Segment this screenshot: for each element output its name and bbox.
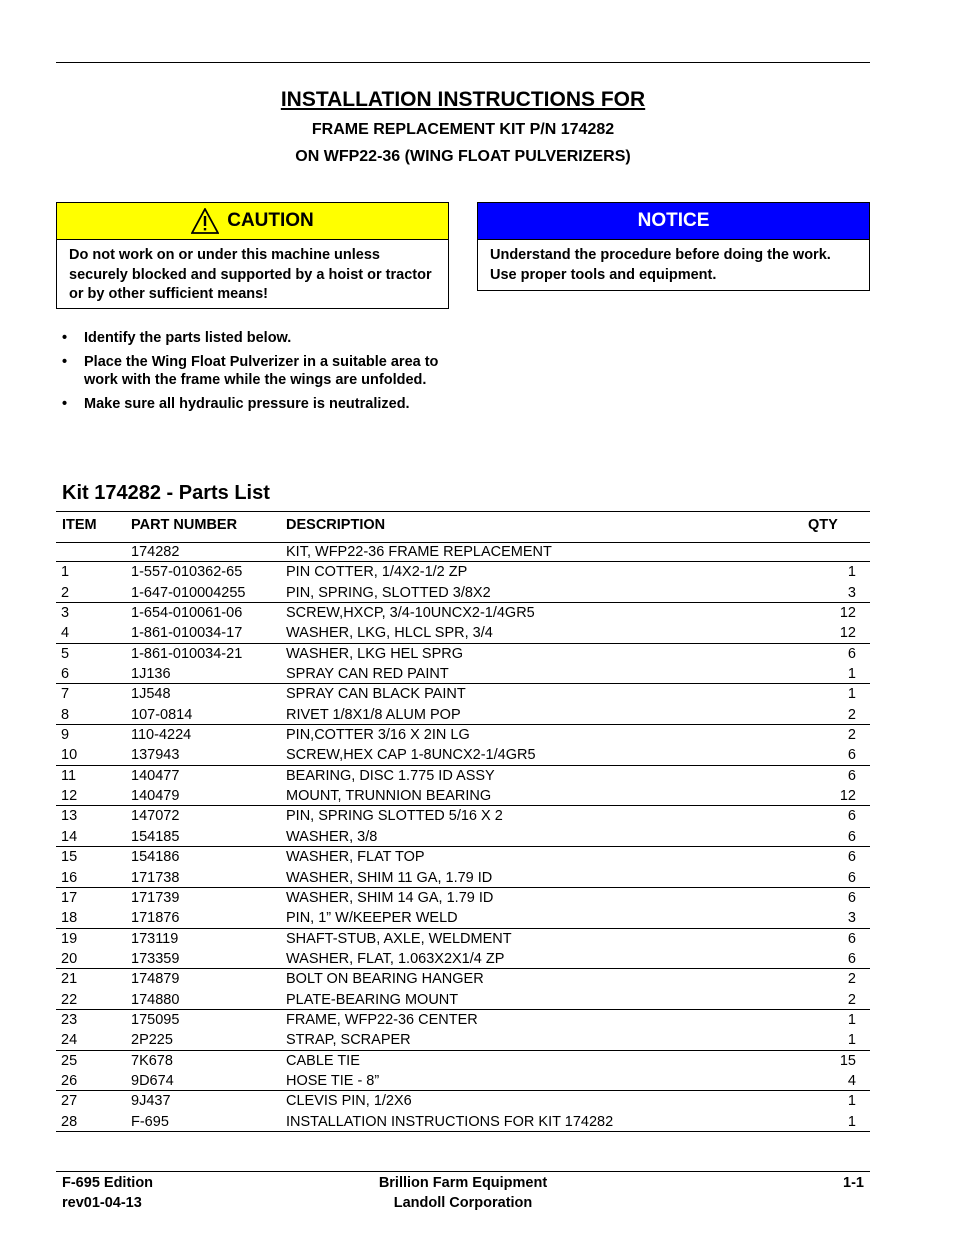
item-cell: 22	[61, 991, 78, 1008]
table-row	[56, 562, 870, 582]
page-subtitle-model: ON WFP22-36 (WING FLOAT PULVERIZERS)	[295, 148, 631, 165]
table-row	[56, 664, 870, 684]
item-cell: 27	[61, 1093, 78, 1110]
qty-cell: 1	[847, 1093, 856, 1110]
qty-cell: 2	[847, 971, 856, 988]
description-cell: CLEVIS PIN, 1/2X6	[286, 1093, 412, 1110]
description-cell: PIN COTTER, 1/4X2-1/2 ZP	[286, 564, 468, 581]
part-number-cell: 140477	[131, 767, 180, 784]
part-number-cell: 7K678	[131, 1052, 173, 1069]
column-header-item: ITEM	[62, 517, 97, 533]
qty-cell: 6	[847, 849, 856, 866]
item-cell: 20	[61, 950, 78, 967]
item-cell: 12	[61, 788, 78, 805]
part-number-cell: 110-4224	[131, 727, 192, 744]
notice-box	[477, 202, 870, 291]
table-row	[56, 623, 870, 643]
notice-header	[478, 203, 869, 240]
caution-box	[56, 202, 449, 309]
footer-center	[300, 1173, 626, 1213]
footer-page-number: 1-1	[843, 1175, 864, 1191]
description-cell: RIVET 1/8X1/8 ALUM POP	[286, 706, 461, 723]
table-row	[56, 1071, 870, 1091]
item-cell: 25	[61, 1052, 78, 1069]
footer-edition: F-695 Edition	[62, 1175, 154, 1191]
item-cell: 23	[61, 1011, 78, 1028]
description-cell: PIN, SPRING SLOTTED 5/16 X 2	[286, 808, 503, 825]
qty-cell: 6	[847, 767, 856, 784]
column-header-part-number: PART NUMBER	[131, 517, 238, 533]
part-number-cell: 9D674	[131, 1072, 174, 1089]
description-cell: SCREW,HXCP, 3/4-10UNCX2-1/4GR5	[286, 605, 535, 622]
table-row	[56, 908, 870, 928]
table-row	[56, 542, 870, 562]
footer-corporation: Landoll Corporation	[393, 1195, 533, 1211]
item-cell: 11	[61, 767, 77, 784]
description-cell: PIN, 1” W/KEEPER WELD	[286, 910, 458, 927]
table-row	[56, 949, 870, 969]
part-number-cell: F-695	[131, 1113, 169, 1130]
part-number-cell: 171876	[131, 910, 180, 927]
table-row	[56, 644, 870, 664]
footer-rule	[56, 1171, 870, 1172]
table-row	[56, 684, 870, 704]
part-number-cell: 174880	[131, 991, 180, 1008]
item-cell: 26	[61, 1072, 78, 1089]
parts-list-title: Kit 174282 - Parts List	[62, 482, 270, 504]
description-cell: WASHER, FLAT TOP	[286, 849, 425, 866]
footer-revision: rev01-04-13	[62, 1195, 142, 1211]
table-row	[56, 1091, 870, 1111]
item-cell: 18	[61, 910, 78, 927]
qty-cell: 2	[847, 991, 856, 1008]
instruction-item: • Make sure all hydraulic pressure is neutralized.	[62, 395, 462, 413]
caution-header	[57, 203, 448, 240]
qty-cell: 6	[847, 950, 856, 967]
part-number-cell: 1-654-010061-06	[131, 605, 243, 622]
item-cell: 16	[61, 869, 78, 886]
item-cell: 19	[61, 930, 78, 947]
item-cell: 14	[61, 828, 78, 845]
item-cell: 17	[61, 889, 78, 906]
part-number-cell: 2P225	[131, 1032, 173, 1049]
qty-cell: 12	[839, 605, 856, 622]
part-number-cell: 173119	[131, 930, 179, 947]
part-number-cell: 174282	[131, 544, 180, 560]
item-cell: 5	[61, 645, 70, 662]
qty-cell: 2	[847, 706, 856, 723]
table-row	[56, 969, 870, 989]
qty-cell: 6	[847, 828, 856, 845]
description-cell: FRAME, WFP22-36 CENTER	[286, 1011, 478, 1028]
part-number-cell: 147072	[131, 808, 180, 825]
description-cell: BOLT ON BEARING HANGER	[286, 971, 484, 988]
item-cell: 6	[61, 666, 70, 683]
part-number-cell: 171738	[131, 869, 180, 886]
part-number-cell: 154185	[131, 828, 180, 845]
part-number-cell: 173359	[131, 950, 180, 967]
qty-cell: 1	[847, 1032, 856, 1049]
part-number-cell: 171739	[131, 889, 180, 906]
description-cell: SCREW,HEX CAP 1-8UNCX2-1/4GR5	[286, 747, 536, 764]
page-title: INSTALLATION INSTRUCTIONS FOR	[280, 88, 646, 111]
qty-cell: 1	[847, 1011, 856, 1028]
table-row	[56, 745, 870, 765]
description-cell: SPRAY CAN BLACK PAINT	[286, 686, 466, 703]
notice-label: NOTICE	[637, 210, 710, 231]
item-cell: 3	[61, 605, 70, 622]
page-subtitle-kit: FRAME REPLACEMENT KIT P/N 174282	[311, 121, 615, 138]
qty-cell: 6	[847, 747, 856, 764]
table-row	[56, 583, 870, 603]
description-cell: WASHER, 3/8	[286, 828, 378, 845]
qty-cell: 6	[847, 869, 856, 886]
table-row	[56, 806, 870, 826]
table-row	[56, 786, 870, 806]
item-cell: 9	[61, 727, 70, 744]
qty-cell: 6	[847, 645, 856, 662]
qty-cell: 15	[839, 1052, 856, 1069]
table-row	[56, 868, 870, 888]
qty-cell: 1	[847, 564, 856, 581]
table-row	[56, 1112, 870, 1132]
qty-cell: 6	[847, 808, 856, 825]
item-cell: 4	[61, 625, 70, 642]
part-number-cell: 154186	[131, 849, 180, 866]
table-top-rule	[56, 511, 870, 512]
part-number-cell: 1-861-010034-21	[131, 645, 243, 662]
top-rule	[56, 62, 870, 63]
caution-text: Do not work on or under this machine unless securely blocked and supported by a hoist or tractor or by other sufficient means!	[69, 247, 432, 302]
item-cell: 15	[61, 849, 78, 866]
description-cell: PLATE-BEARING MOUNT	[286, 991, 459, 1008]
description-cell: PIN,COTTER 3/16 X 2IN LG	[286, 727, 470, 744]
item-cell: 13	[61, 808, 78, 825]
instruction-item: • Identify the parts listed below.	[62, 329, 462, 347]
part-number-cell: 1-557-010362-65	[131, 564, 243, 581]
qty-cell: 2	[847, 727, 856, 744]
part-number-cell: 1J548	[131, 686, 171, 703]
instruction-list	[62, 329, 462, 419]
table-row	[56, 1051, 870, 1071]
part-number-cell: 1-861-010034-17	[131, 625, 243, 642]
instruction-item: • Place the Wing Float Pulverizer in a suitable area to work with the frame while the wings are unfolded.	[62, 353, 462, 389]
qty-cell: 1	[847, 666, 856, 683]
qty-cell: 1	[847, 686, 856, 703]
part-number-cell: 137943	[131, 747, 180, 764]
item-cell: 1	[61, 564, 70, 581]
item-cell: 21	[61, 971, 78, 988]
footer-left	[62, 1173, 153, 1213]
description-cell: SPRAY CAN RED PAINT	[286, 666, 449, 683]
description-cell: INSTALLATION INSTRUCTIONS FOR KIT 174282	[286, 1113, 614, 1130]
description-cell: WASHER, SHIM 11 GA, 1.79 ID	[286, 869, 493, 886]
description-cell: WASHER, LKG, HLCL SPR, 3/4	[286, 625, 493, 642]
qty-cell: 4	[847, 1072, 856, 1089]
description-cell: WASHER, SHIM 14 GA, 1.79 ID	[286, 889, 494, 906]
table-row	[56, 888, 870, 908]
qty-cell: 1	[847, 1113, 856, 1130]
part-number-cell: 1-647-010004255	[131, 584, 246, 601]
table-row	[56, 990, 870, 1010]
item-cell: 8	[61, 706, 70, 723]
description-cell: PIN, SPRING, SLOTTED 3/8X2	[286, 584, 491, 601]
item-cell: 10	[61, 747, 78, 764]
warning-triangle-icon	[191, 208, 219, 234]
description-cell: WASHER, FLAT, 1.063X2X1/4 ZP	[286, 950, 505, 967]
table-row	[56, 603, 870, 623]
part-number-cell: 9J437	[131, 1093, 171, 1110]
item-cell: 28	[61, 1113, 78, 1130]
qty-cell: 3	[847, 584, 856, 601]
part-number-cell: 1J136	[131, 666, 171, 683]
table-row	[56, 827, 870, 847]
item-cell: 7	[61, 686, 70, 703]
item-cell: 24	[61, 1032, 78, 1049]
description-cell: SHAFT-STUB, AXLE, WELDMENT	[286, 930, 512, 947]
qty-cell: 12	[839, 788, 856, 805]
table-row	[56, 1030, 870, 1050]
description-cell: WASHER, LKG HEL SPRG	[286, 645, 463, 662]
column-header-description: DESCRIPTION	[286, 517, 386, 533]
description-cell: BEARING, DISC 1.775 ID ASSY	[286, 767, 495, 784]
qty-cell: 12	[839, 625, 856, 642]
part-number-cell: 140479	[131, 788, 180, 805]
description-cell: HOSE TIE - 8”	[286, 1072, 380, 1089]
item-cell: 2	[61, 584, 70, 601]
caution-label: CAUTION	[227, 210, 314, 231]
table-row	[56, 766, 870, 786]
qty-cell: 6	[847, 889, 856, 906]
qty-cell: 3	[847, 910, 856, 927]
description-cell: CABLE TIE	[286, 1052, 360, 1069]
part-number-cell: 174879	[131, 971, 180, 988]
description-cell: STRAP, SCRAPER	[286, 1032, 411, 1049]
part-number-cell: 175095	[131, 1011, 180, 1028]
column-header-qty: QTY	[808, 517, 838, 533]
notice-text: Understand the procedure before doing the work. Use proper tools and equipment.	[490, 247, 831, 283]
table-row	[56, 725, 870, 745]
table-row	[56, 705, 870, 725]
parts-table	[56, 542, 870, 1132]
description-cell: MOUNT, TRUNNION BEARING	[286, 788, 492, 805]
table-row	[56, 847, 870, 867]
description-cell: KIT, WFP22-36 FRAME REPLACEMENT	[286, 544, 552, 560]
table-row	[56, 929, 870, 949]
table-row	[56, 1010, 870, 1030]
footer-company: Brillion Farm Equipment	[378, 1175, 548, 1191]
qty-cell: 6	[847, 930, 856, 947]
part-number-cell: 107-0814	[131, 706, 193, 723]
